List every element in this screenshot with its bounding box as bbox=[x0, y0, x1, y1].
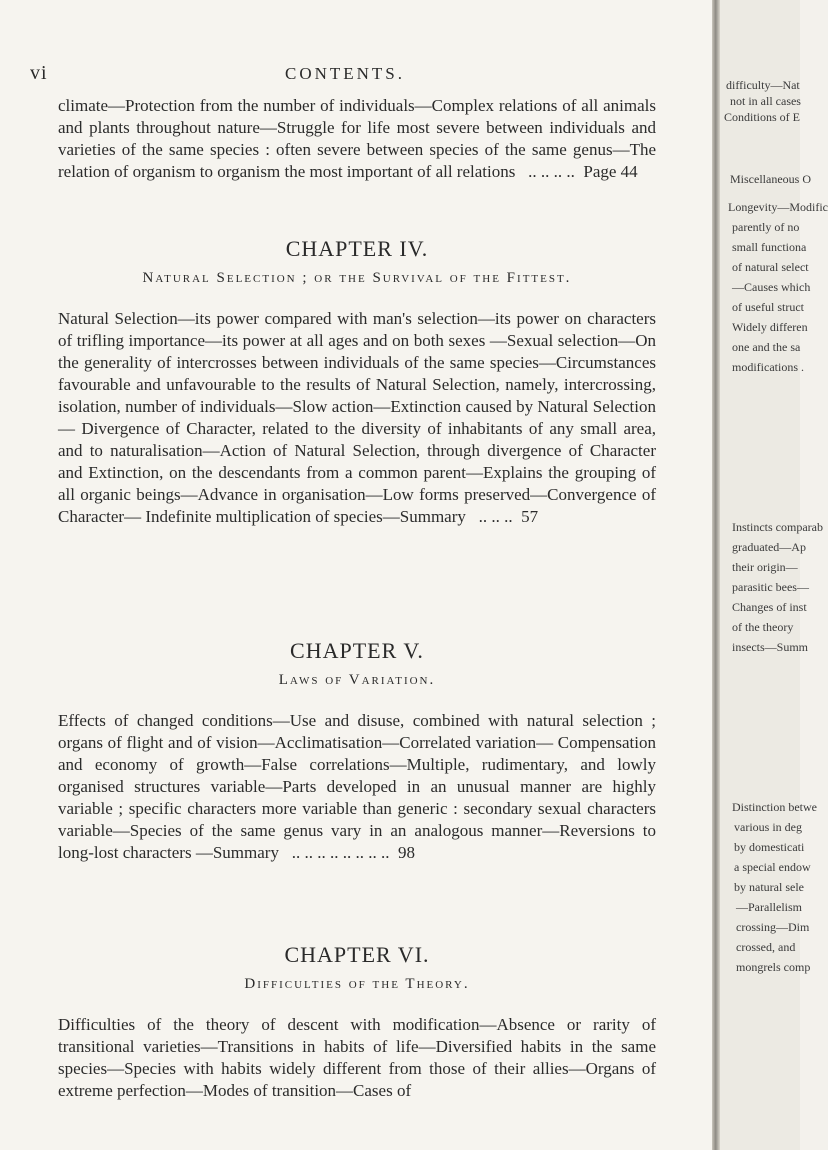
facing-fragment: Distinction betwe bbox=[732, 800, 817, 814]
chapter-4-leader-dots: .. .. .. bbox=[478, 507, 513, 526]
chapter-6-title: Difficulties of the Theory. bbox=[244, 976, 470, 992]
facing-fragment: —Parallelism bbox=[736, 900, 802, 914]
chapter-4-heading: CHAPTER IV. bbox=[285, 236, 429, 261]
facing-fragment: insects—Summ bbox=[732, 640, 809, 654]
facing-fragment: graduated—Ap bbox=[732, 540, 806, 554]
chapter-6-heading: CHAPTER VI. bbox=[284, 942, 430, 967]
chapter-3-summary-tail bbox=[58, 95, 656, 183]
chapter-3-leader-dots: .. .. .. .. bbox=[528, 162, 575, 181]
running-head-title: CONTENTS. bbox=[284, 64, 406, 83]
facing-fragment: Instincts comparab bbox=[732, 520, 823, 534]
chapter-3-summary-text: climate—Protection from the number of individuals—Complex relations of all animals and plants throughout nature—Struggle for life most severe between individuals and varieties of the same species : often severe between species of the same genus—The relation of organism to organism the most important of all relations bbox=[58, 96, 656, 181]
facing-fragment: Longevity—Modific bbox=[728, 200, 828, 214]
facing-fragment: a special endow bbox=[734, 860, 811, 874]
facing-fragment: by natural sele bbox=[734, 880, 804, 894]
chapter-4-title: Natural Selection ; or the Survival of the Fittest. bbox=[142, 270, 572, 286]
facing-fragment: various in deg bbox=[734, 820, 802, 834]
facing-fragment: Widely differen bbox=[732, 320, 808, 334]
facing-fragment: —Causes which bbox=[732, 280, 811, 294]
book-gutter bbox=[712, 0, 720, 1150]
facing-fragment: of useful struct bbox=[732, 300, 804, 314]
chapter-5-leader bbox=[283, 843, 415, 862]
facing-fragment: modifications . bbox=[732, 360, 804, 374]
facing-fragment: parently of no bbox=[732, 220, 800, 234]
chapter-4-summary-text: Natural Selection—its power compared with man's selection—its power on characters of trifling importance—its power at all ages and on both sexes —Sexual selection—On the generality of intercrosses between individuals of the same species—Circumstances favourable and unfavourable to the results of Natural Selection, namely, intercrossing, isolation, number of individuals—Slow action—Extinction caused by Natural Selection— Divergence of Character, related to the diversity of inhabitants of any small area, and to naturalisation—Action of Natural Selection, through divergence of Character and Extinction, on the descendants from a common parent—Explains the grouping of all organic beings—Advance in organisation—Low forms preserved—Convergence of Character— Indefinite multiplication of species—Summary bbox=[58, 309, 656, 526]
chapter-3-page-ref: Page 44 bbox=[583, 162, 638, 181]
facing-page-edge bbox=[720, 0, 828, 1150]
running-head bbox=[30, 62, 660, 86]
facing-fragment: parasitic bees— bbox=[732, 580, 809, 594]
facing-fragment: small functiona bbox=[732, 240, 807, 254]
chapter-6-summary bbox=[58, 1014, 656, 1102]
facing-fragment: Changes of inst bbox=[732, 600, 807, 614]
facing-fragment: Miscellaneous O bbox=[730, 172, 811, 186]
chapter-4-page-ref: 57 bbox=[521, 507, 539, 526]
chapter-5-heading: CHAPTER V. bbox=[290, 638, 424, 663]
chapter-5-summary-text: Effects of changed conditions—Use and disuse, combined with natural selection ; organs of flight and of vision—Acclimatisation—Correlated variation— Compensation and economy of growth—False correlations—Multiple, rudimentary, and lowly organised structures variable—Parts developed in an unusual manner are highly variable ; specific characters more variable than generic : secondary sexual characters variable—Species of the same genus vary in an analogous manner—Reversions to long-lost characters —Summary bbox=[58, 711, 656, 862]
chapter-5-title: Laws of Variation. bbox=[278, 672, 436, 688]
facing-fragment: of natural select bbox=[732, 260, 809, 274]
chapter-4-leader bbox=[470, 507, 538, 526]
chapter-3-leader bbox=[520, 162, 638, 181]
chapter-6-summary-text: Difficulties of the theory of descent with modification—Absence or rarity of transitional varieties—Transitions in habits of life—Diversified habits in the same species—Species with habits widely different from those of their allies—Organs of extreme perfection—Modes of transition—Cases of bbox=[58, 1015, 656, 1100]
chapter-4-summary bbox=[58, 308, 656, 528]
page-number: vi bbox=[30, 62, 48, 84]
facing-fragment: not in all cases bbox=[730, 94, 801, 108]
facing-fragment: difficulty—Nat bbox=[726, 78, 800, 92]
facing-fragment: crossing—Dim bbox=[736, 920, 810, 934]
facing-fragment: mongrels comp bbox=[736, 960, 811, 974]
facing-fragment: by domesticati bbox=[734, 840, 805, 854]
facing-fragment: of the theory bbox=[732, 620, 794, 634]
chapter-5-page-ref: 98 bbox=[397, 843, 415, 862]
chapter-5-summary bbox=[58, 710, 656, 864]
facing-fragment: their origin— bbox=[732, 560, 798, 574]
facing-fragment: one and the sa bbox=[732, 340, 801, 354]
facing-fragment: crossed, and bbox=[736, 940, 796, 954]
chapter-5-leader-dots: .. .. .. .. .. .. .. .. bbox=[291, 843, 390, 862]
facing-fragment: Conditions of E bbox=[724, 110, 801, 124]
